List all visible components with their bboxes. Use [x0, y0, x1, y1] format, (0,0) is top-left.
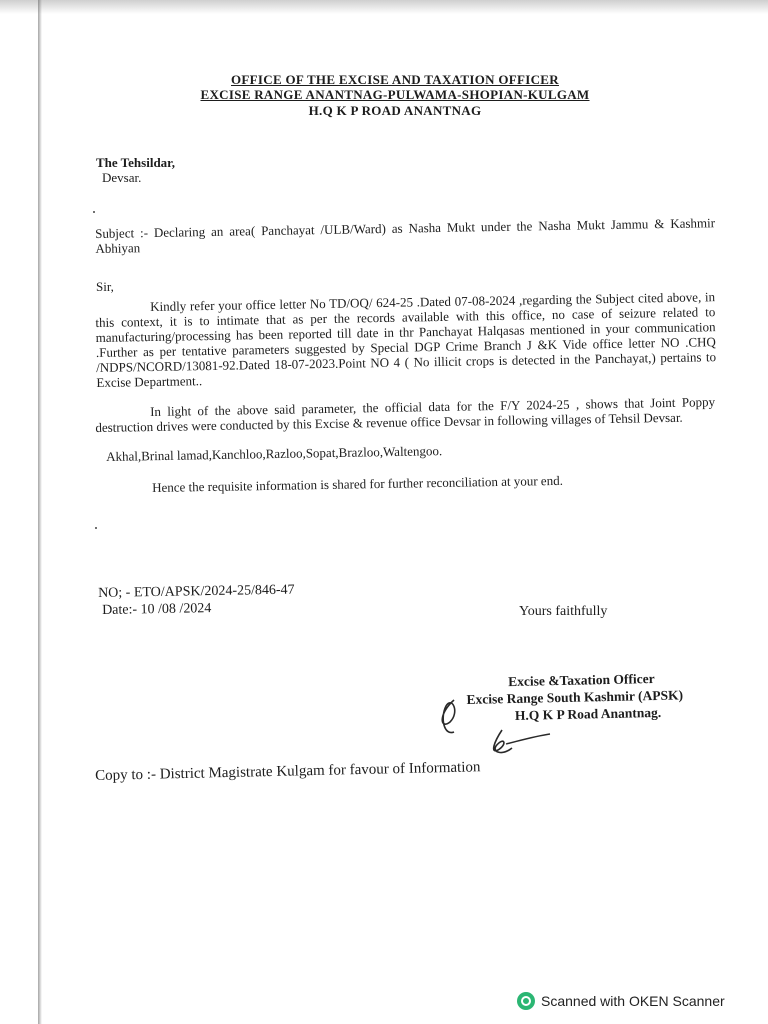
body-paragraph-3: Hence the requisite information is shared for further reconciliation at your end.	[152, 472, 563, 495]
closing-phrase: Yours faithfully	[519, 604, 608, 619]
reference-date: Date:- 10 /08 /2024	[102, 601, 212, 618]
stray-dot	[93, 211, 95, 213]
stray-dot	[95, 527, 97, 529]
copy-to-line: Copy to :- District Magistrate Kulgam for favour of Information	[95, 759, 481, 784]
scanner-watermark-text: Scanned with OKEN Scanner	[541, 993, 725, 1009]
office-heading: OFFICE OF THE EXCISE AND TAXATION OFFICER	[231, 72, 559, 87]
range-heading: EXCISE RANGE ANANTNAG-PULWAMA-SHOPIAN-KULGAM	[200, 87, 590, 102]
village-list: Akhal,Brinal lamad,Kanchloo,Razloo,Sopat,Brazloo,Waltengoo.	[106, 443, 443, 464]
body-paragraph-1: Kindly refer your office letter No TD/OQ/ 624-25 .Dated 07-08-2024 ,regarding the Subject cited above, in this context, it is to intimate that as per the records available with this office, no case of seizure related to manufacturing/processing has been reported till date in thr Panchayat Halqasas mentioned in your communication .Further as per tentative parameters suggested by Special DGP Crime Branch J &K Vide office letter NO .CHQ /NDPS/NCORD/13081-92.Dated 18-07-2023.Point NO 4 ( No illicit crops is detected in the Panchayat,) pertains to Excise Department..	[95, 289, 717, 390]
signatory-hq: H.Q K P Road Anantnag.	[514, 704, 662, 723]
recipient-title: The Tehsildar,	[96, 155, 176, 170]
salutation: Sir,	[96, 279, 114, 294]
signatory-designation: Excise &Taxation Officer	[508, 671, 655, 690]
scanner-watermark	[517, 990, 725, 1012]
subject-line: Subject :- Declaring an area( Panchayat /ULB/Ward) as Nasha Mukt under the Nasha Mukt Jammu & Kashmir Abhiyan	[95, 215, 716, 256]
signatory-range: Excise Range South Kashmir (APSK)	[466, 687, 684, 707]
oken-scanner-logo-icon	[517, 992, 535, 1010]
body-paragraph-2: In light of the above said parameter, the official data for the F/Y 2024-25 , shows that Joint Poppy destruction drives were conducted by this Excise & revenue office Devsar in following villages of Tehsil Devsar.	[95, 394, 716, 435]
reference-number: NO; - ETO/APSK/2024-25/846-47	[98, 582, 295, 601]
signatory-block	[466, 669, 727, 725]
recipient-place: Devsar.	[102, 170, 142, 185]
hq-heading: H.Q K P ROAD ANANTNAG	[308, 103, 482, 118]
